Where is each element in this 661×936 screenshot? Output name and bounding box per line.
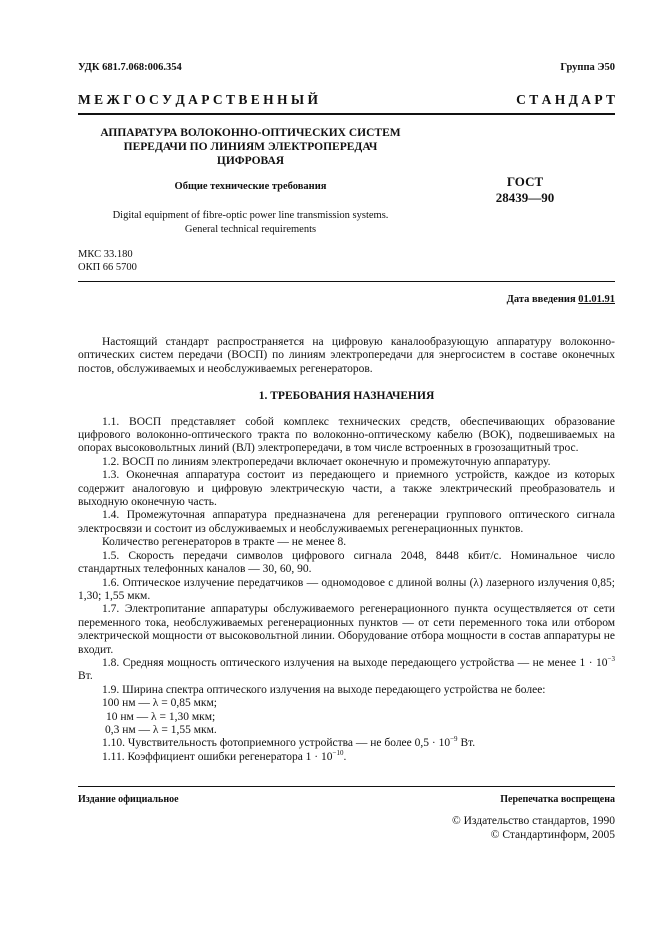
p18-exponent: −3 — [607, 654, 615, 663]
okp-code: ОКП 66 5700 — [78, 262, 137, 273]
official-edition: Издание официальное — [78, 794, 179, 805]
p111-text: 1.11. Коэффициент ошибки регенератора 1 · 10 — [102, 750, 333, 763]
intro-paragraph: Настоящий стандарт распространяется на цифровую каналообразующую аппаратуру волоконно-оптических систем передачи (ВОСП) по линиям электропередачи для энергосистем в составе оконечных постов, обслуживаемых и необслуживаемых регенераторов. — [78, 336, 615, 375]
gost-number: 28439—90 — [495, 190, 555, 205]
english-title-line: General technical requirements — [184, 224, 317, 235]
date-label: Дата введения — [506, 294, 576, 305]
paragraph-1-10 — [78, 737, 615, 750]
english-title — [78, 209, 423, 237]
gost-designation — [470, 174, 580, 206]
reprint-notice: Перепечатка воспрещена — [500, 794, 615, 805]
paragraph-1-2: 1.2. ВОСП по линиям электропередачи включает оконечную и промежуточную аппаратуру. — [102, 455, 551, 468]
title-line: АППАРАТУРА ВОЛОКОННО-ОПТИЧЕСКИХ СИСТЕМ — [100, 127, 401, 139]
header-rule — [78, 113, 615, 115]
udk-code: УДК 681.7.068:006.354 — [78, 62, 182, 73]
paragraph-1-4-count: Количество регенераторов в тракте — не менее 8. — [102, 536, 347, 549]
group-code: Группа Э50 — [560, 62, 615, 73]
section-heading: 1. ТРЕБОВАНИЯ НАЗНАЧЕНИЯ — [258, 390, 435, 403]
paragraph-1-8 — [78, 654, 615, 684]
interstate-word: М Е Ж Г О С У Д А Р С Т В Е Н Н Ы Й — [78, 92, 319, 107]
copyright — [452, 814, 615, 842]
document-body — [78, 336, 615, 764]
standard-word: С Т А Н Д А Р Т — [516, 92, 615, 107]
mks-code: МКС 33.180 — [78, 249, 133, 260]
paragraph-1-4: 1.4. Промежуточная аппаратура предназначена для регенерации группового оптического сигнала электросвязи и состоит из обслуживаемых и необслуживаемых регенерационных пунктов. — [78, 509, 615, 535]
copyright-line: © Издательство стандартов, 1990 — [451, 815, 615, 827]
gost-label: ГОСТ — [506, 174, 544, 189]
paragraph-1-1: 1.1. ВОСП представляет собой комплекс технических средств, обеспечивающих образование цифрового волоконно-оптического тракта по волоконно-оптическому кабелю (ВОК), подвешиваемых на опорах высоковольтных линий (ВЛ) электропередачи, в том числе встроенных в грозозащитный трос. — [78, 415, 615, 455]
english-title-line: Digital equipment of fibre-optic power line transmission systems. — [112, 210, 389, 221]
title-line: ЦИФРОВАЯ — [216, 155, 285, 167]
footer-rule — [78, 786, 615, 787]
p110-text: 1.10. Чувствительность фотоприемного устройства — не более 0,5 · 10 — [102, 737, 451, 750]
paragraph-1-11 — [78, 748, 615, 764]
date-value: 01.01.91 — [578, 294, 615, 305]
document-subtitle: Общие технические требования — [174, 181, 327, 192]
spectrum-item: 0,3 нм — λ = 1,55 мкм. — [105, 723, 217, 736]
effective-date — [507, 294, 615, 305]
title-line: ПЕРЕДАЧИ ПО ЛИНИЯМ ЭЛЕКТРОПЕРЕДАЧ — [123, 141, 378, 153]
p111-end: . — [343, 750, 347, 763]
spectrum-item: 100 нм — λ = 0,85 мкм; — [102, 697, 217, 710]
paragraph-1-9: 1.9. Ширина спектра оптического излучения на выходе передающего устройства не более: — [102, 683, 546, 696]
copyright-line: © Стандартинформ, 2005 — [490, 829, 615, 841]
paragraph-1-7: 1.7. Электропитание аппаратуры обслуживаемого регенерационного пункта осуществляется от сети переменного тока, необслуживаемых регенерационных пунктов — от сети переменного тока или отбором электрической мощности от высоковольтной линии. Оборудование отбора мощности в состав аппаратуры не входит. — [78, 603, 615, 656]
paragraph-1-6: 1.6. Оптическое излучение передатчиков — одномодовое с длиной волны (λ) лазерного излучения 0,85; 1,30; 1,55 мкм. — [78, 576, 615, 602]
paragraph-1-5: 1.5. Скорость передачи символов цифрового сигнала 2048, 8448 кбит/с. Номинальное число стандартных телефонных каналов — 30, 60, 90. — [78, 549, 615, 576]
paragraph-1-3: 1.3. Оконечная аппаратура состоит из передающего и приемного устройств, каждое из которых содержит аналоговую и цифровую электрическую части, а также электрический преобразователь и выходную оконечную часть. — [78, 469, 615, 509]
p111-exponent: −10 — [332, 748, 344, 757]
interstate-standard-heading — [78, 92, 615, 108]
spectrum-item: 10 нм — λ = 1,30 мкм; — [106, 710, 216, 723]
classification-codes — [78, 248, 137, 274]
p110-exponent: −9 — [450, 735, 458, 744]
p18-text: 1.8. Средняя мощность оптического излучения на выходе передающего устройства — не менее 1 · 10 — [102, 656, 608, 669]
p18-unit: Вт. — [78, 670, 93, 683]
p110-unit: Вт. — [457, 737, 476, 750]
document-title — [78, 126, 423, 168]
codes-rule — [78, 281, 615, 282]
